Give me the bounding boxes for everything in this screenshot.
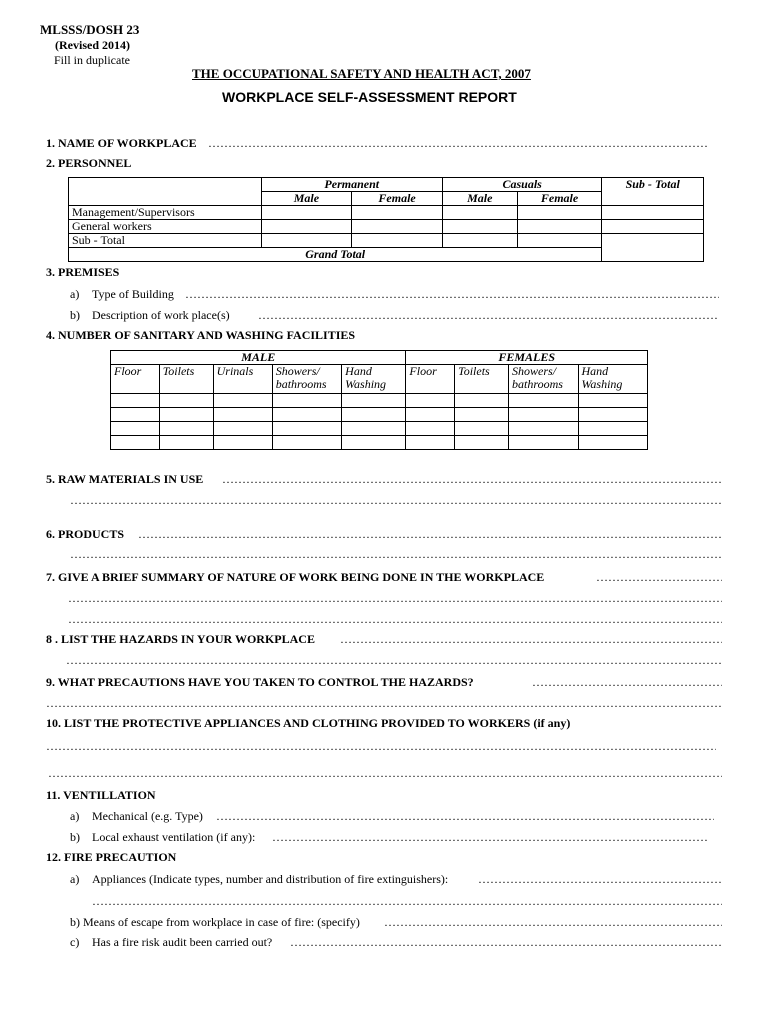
nature-of-work-field-2[interactable] — [68, 591, 722, 605]
form-revision: (Revised 2014) — [55, 38, 130, 52]
table-row — [111, 422, 648, 436]
input-cell[interactable] — [261, 234, 352, 248]
fire-appliances-field-2[interactable] — [92, 894, 722, 908]
personnel-table — [68, 177, 704, 262]
input-cell[interactable] — [442, 220, 517, 234]
item-marker: b) — [70, 830, 80, 844]
row-label: Sub - Total — [69, 234, 262, 248]
section-1-label: 1. NAME OF WORKPLACE — [46, 136, 197, 150]
fill-instruction: Fill in duplicate — [54, 53, 130, 67]
section-11-label: 11. VENTILLATION — [46, 788, 156, 802]
products-field-2[interactable] — [70, 547, 722, 561]
fire-appliances-label: Appliances (Indicate types, number and distribution of fire extinguishers): — [92, 872, 449, 886]
section-9-label: 9. WHAT PRECAUTIONS HAVE YOU TAKEN TO CONTROL THE HAZARDS? — [46, 675, 474, 689]
item-marker: a) — [70, 872, 80, 886]
protective-appliances-field-2[interactable] — [48, 766, 722, 780]
grand-total-label: Grand Total — [69, 248, 602, 262]
col-showers: Showers/ bathrooms — [509, 365, 578, 394]
input-cell[interactable] — [442, 234, 517, 248]
col-floor: Floor — [111, 365, 160, 394]
input-cell[interactable] — [602, 220, 704, 234]
personnel-corner-cell — [69, 178, 262, 206]
input-cell[interactable] — [261, 206, 352, 220]
table-row — [69, 220, 704, 234]
means-of-escape-label: b) Means of escape from workplace in case of fire: (specify) — [70, 915, 360, 929]
col-hand-washing: Hand Washing — [342, 365, 406, 394]
row-label: General workers — [69, 220, 262, 234]
section-8-label: 8 . LIST THE HAZARDS IN YOUR WORKPLACE — [46, 632, 315, 646]
mechanical-ventilation-field[interactable] — [216, 809, 714, 823]
permanent-male-header: Male — [261, 192, 352, 206]
input-cell[interactable] — [602, 206, 704, 220]
col-toilets: Toilets — [159, 365, 213, 394]
casuals-header: Casuals — [442, 178, 601, 192]
products-field[interactable] — [138, 527, 722, 541]
raw-materials-field[interactable] — [222, 472, 722, 486]
protective-appliances-field[interactable] — [46, 739, 716, 753]
subtotal-header: Sub - Total — [602, 178, 704, 206]
section-4-label: 4. NUMBER OF SANITARY AND WASHING FACILITIES — [46, 328, 356, 342]
act-title: THE OCCUPATIONAL SAFETY AND HEALTH ACT, 2007 — [192, 66, 531, 81]
workplace-description-label: Description of work place(s) — [92, 308, 230, 322]
casual-female-header: Female — [517, 192, 602, 206]
building-type-field[interactable] — [185, 287, 719, 301]
local-exhaust-label: Local exhaust ventilation (if any): — [92, 830, 256, 844]
raw-materials-field-2[interactable] — [70, 493, 722, 507]
means-of-escape-field[interactable] — [384, 915, 722, 929]
precautions-field-2[interactable] — [46, 696, 722, 710]
input-cell[interactable] — [352, 234, 443, 248]
sanitary-facilities-table — [110, 350, 648, 450]
fire-audit-field[interactable] — [290, 935, 722, 949]
workplace-name-field[interactable] — [208, 136, 708, 150]
input-cell[interactable] — [352, 206, 443, 220]
nature-of-work-field-3[interactable] — [68, 612, 722, 626]
females-header: FEMALES — [406, 351, 648, 365]
report-title: WORKPLACE SELF-ASSESSMENT REPORT — [222, 89, 517, 105]
nature-of-work-field[interactable] — [596, 570, 722, 584]
hazards-field[interactable] — [340, 632, 722, 646]
input-cell[interactable] — [261, 220, 352, 234]
row-label: Management/Supervisors — [69, 206, 262, 220]
fire-audit-label: Has a fire risk audit been carried out? — [92, 935, 273, 949]
input-cell[interactable] — [517, 206, 602, 220]
workplace-description-field[interactable] — [258, 308, 719, 322]
section-12-label: 12. FIRE PRECAUTION — [46, 850, 177, 864]
col-toilets: Toilets — [455, 365, 509, 394]
table-row — [111, 408, 648, 422]
local-exhaust-field[interactable] — [272, 830, 708, 844]
item-marker: b) — [70, 308, 80, 322]
item-marker: c) — [70, 935, 80, 949]
input-cell[interactable] — [352, 220, 443, 234]
table-row — [69, 234, 704, 248]
mechanical-ventilation-label: Mechanical (e.g. Type) — [92, 809, 203, 823]
male-header: MALE — [111, 351, 406, 365]
permanent-female-header: Female — [352, 192, 443, 206]
permanent-header: Permanent — [261, 178, 442, 192]
table-row — [69, 206, 704, 220]
col-hand-washing: Hand Washing — [578, 365, 648, 394]
section-10-label: 10. LIST THE PROTECTIVE APPLIANCES AND CLOTHING PROVIDED TO WORKERS (if any) — [46, 716, 571, 730]
form-code: MLSSS/DOSH 23 — [40, 22, 140, 37]
building-type-label: Type of Building — [92, 287, 174, 301]
item-marker: a) — [70, 287, 80, 301]
item-marker: a) — [70, 809, 80, 823]
col-urinals: Urinals — [213, 365, 272, 394]
precautions-field[interactable] — [532, 675, 722, 689]
section-6-label: 6. PRODUCTS — [46, 527, 125, 541]
hazards-field-2[interactable] — [66, 653, 722, 667]
table-row — [111, 394, 648, 408]
grand-total-value-cell[interactable] — [602, 234, 704, 262]
input-cell[interactable] — [517, 220, 602, 234]
table-row — [111, 436, 648, 450]
col-floor: Floor — [406, 365, 455, 394]
casual-male-header: Male — [442, 192, 517, 206]
fire-appliances-field[interactable] — [478, 872, 722, 886]
input-cell[interactable] — [442, 206, 517, 220]
section-7-label: 7. GIVE A BRIEF SUMMARY OF NATURE OF WORK BEING DONE IN THE WORKPLACE — [46, 570, 545, 584]
col-showers: Showers/ bathrooms — [272, 365, 341, 394]
section-2-label: 2. PERSONNEL — [46, 156, 132, 170]
section-3-label: 3. PREMISES — [46, 265, 120, 279]
input-cell[interactable] — [517, 234, 602, 248]
section-5-label: 5. RAW MATERIALS IN USE — [46, 472, 204, 486]
